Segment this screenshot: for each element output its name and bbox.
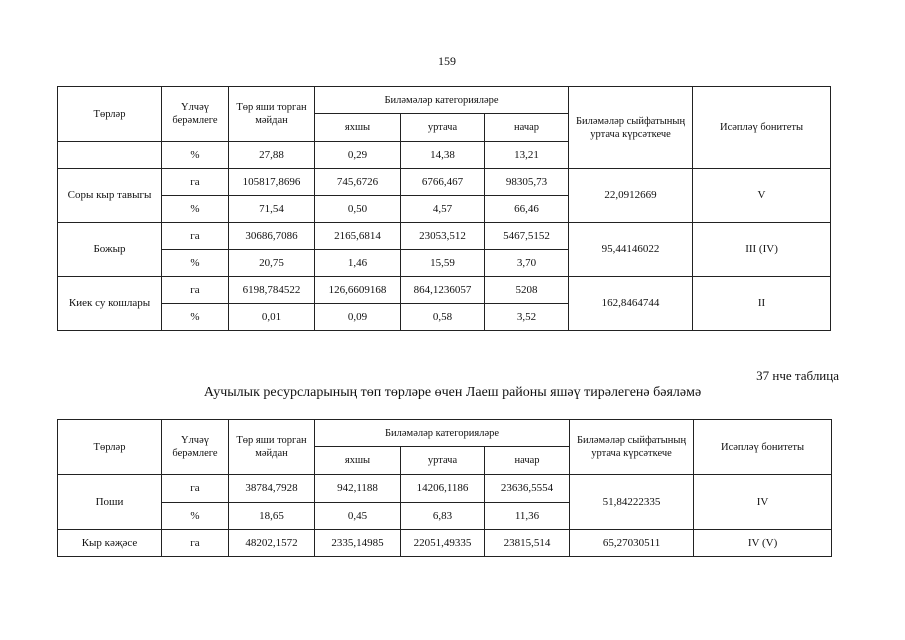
table-row <box>58 277 831 304</box>
cell-bonitet: IV (V) <box>694 530 832 557</box>
cell-average: 6766,467 <box>401 169 485 196</box>
cell-good: 0,29 <box>315 142 401 169</box>
cell-poor: 3,52 <box>485 304 569 331</box>
table-row <box>58 475 832 503</box>
cell-average: 23053,512 <box>401 223 485 250</box>
cell-unit: га <box>162 475 229 503</box>
cell-bonitet: IV <box>694 475 832 530</box>
cell-area: 30686,7086 <box>229 223 315 250</box>
header-bonitet: Исәпләү бонитеты <box>694 420 832 475</box>
cell-unit: га <box>162 530 229 557</box>
cell-poor: 98305,73 <box>485 169 569 196</box>
table-hunting-species-2 <box>57 419 832 557</box>
cell-blank <box>58 142 162 169</box>
cell-bonitet: III (IV) <box>693 223 831 277</box>
cell-unit: га <box>162 169 229 196</box>
cell-quality: 22,0912669 <box>569 169 693 223</box>
table-title: Аучылык ресурсларының төп төрләре өчен Лаеш районы яшәү тирәлегенә бәяләмә <box>203 385 702 400</box>
table-hunting-species-1 <box>57 86 831 331</box>
cell-average: 0,58 <box>401 304 485 331</box>
cell-average: 15,59 <box>401 250 485 277</box>
cell-good: 1,46 <box>315 250 401 277</box>
cell-poor: 23636,5554 <box>485 475 570 503</box>
cell-bonitet: II <box>693 277 831 331</box>
species-name: Божыр <box>58 223 162 277</box>
cell-poor: 3,70 <box>485 250 569 277</box>
header-unit: Үлчәү берәмлеге <box>162 420 229 475</box>
cell-poor: 5208 <box>485 277 569 304</box>
header-categories: Биләмәләр категорияләре <box>315 420 570 447</box>
page-number: 159 <box>438 54 456 68</box>
cell-area: 48202,1572 <box>229 530 315 557</box>
cell-good: 0,45 <box>315 503 401 530</box>
cell-area: 0,01 <box>229 304 315 331</box>
header-good: яхшы <box>315 114 401 142</box>
cell-poor: 23815,514 <box>485 530 570 557</box>
header-unit: Үлчәү берәмлеге <box>162 87 229 142</box>
cell-poor: 66,46 <box>485 196 569 223</box>
cell-area: 27,88 <box>229 142 315 169</box>
header-types: Төрләр <box>58 87 162 142</box>
cell-unit: га <box>162 223 229 250</box>
cell-unit: % <box>162 503 229 530</box>
cell-area: 18,65 <box>229 503 315 530</box>
cell-average: 4,57 <box>401 196 485 223</box>
cell-average: 22051,49335 <box>401 530 485 557</box>
cell-good: 942,1188 <box>315 475 401 503</box>
cell-good: 2165,6814 <box>315 223 401 250</box>
header-poor: начар <box>485 114 569 142</box>
header-quality: Биләмәләр сыйфатының уртача күрсәткече <box>569 87 693 169</box>
header-area: Төр яши торган мәйдан <box>229 420 315 475</box>
cell-good: 0,09 <box>315 304 401 331</box>
header-area: Төр яши торган мәйдан <box>229 87 315 142</box>
header-average: уртача <box>401 447 485 475</box>
cell-average: 14206,1186 <box>401 475 485 503</box>
cell-quality: 95,44146022 <box>569 223 693 277</box>
cell-area: 105817,8696 <box>229 169 315 196</box>
cell-quality: 65,27030511 <box>570 530 694 557</box>
cell-good: 745,6726 <box>315 169 401 196</box>
species-name: Поши <box>58 475 162 530</box>
cell-quality: 51,84222335 <box>570 475 694 530</box>
cell-quality: 162,8464744 <box>569 277 693 331</box>
cell-average: 6,83 <box>401 503 485 530</box>
cell-unit: га <box>162 277 229 304</box>
cell-unit: % <box>162 196 229 223</box>
cell-poor: 13,21 <box>485 142 569 169</box>
cell-poor: 11,36 <box>485 503 570 530</box>
cell-area: 6198,784522 <box>229 277 315 304</box>
species-name: Соры кыр тавыгы <box>58 169 162 223</box>
header-quality: Биләмәләр сыйфатының уртача күрсәткече <box>570 420 694 475</box>
header-bonitet: Исәпләү бонитеты <box>693 87 831 169</box>
cell-area: 71,54 <box>229 196 315 223</box>
table-row <box>58 223 831 250</box>
cell-poor: 5467,5152 <box>485 223 569 250</box>
header-poor: начар <box>485 447 570 475</box>
header-categories: Биләмәләр категорияләре <box>315 87 569 114</box>
cell-area: 38784,7928 <box>229 475 315 503</box>
cell-average: 14,38 <box>401 142 485 169</box>
table-row <box>58 169 831 196</box>
species-name: Киек су кошлары <box>58 277 162 331</box>
header-types: Төрләр <box>58 420 162 475</box>
cell-area: 20,75 <box>229 250 315 277</box>
header-good: яхшы <box>315 447 401 475</box>
cell-bonitet: V <box>693 169 831 223</box>
table-row <box>58 530 832 557</box>
cell-average: 864,1236057 <box>401 277 485 304</box>
cell-good: 126,6609168 <box>315 277 401 304</box>
cell-good: 0,50 <box>315 196 401 223</box>
cell-unit: % <box>162 250 229 277</box>
table-label: 37 нче таблица <box>756 368 839 383</box>
cell-unit: % <box>162 142 229 169</box>
header-average: уртача <box>401 114 485 142</box>
cell-good: 2335,14985 <box>315 530 401 557</box>
cell-unit: % <box>162 304 229 331</box>
species-name: Кыр кәҗәсе <box>58 530 162 557</box>
